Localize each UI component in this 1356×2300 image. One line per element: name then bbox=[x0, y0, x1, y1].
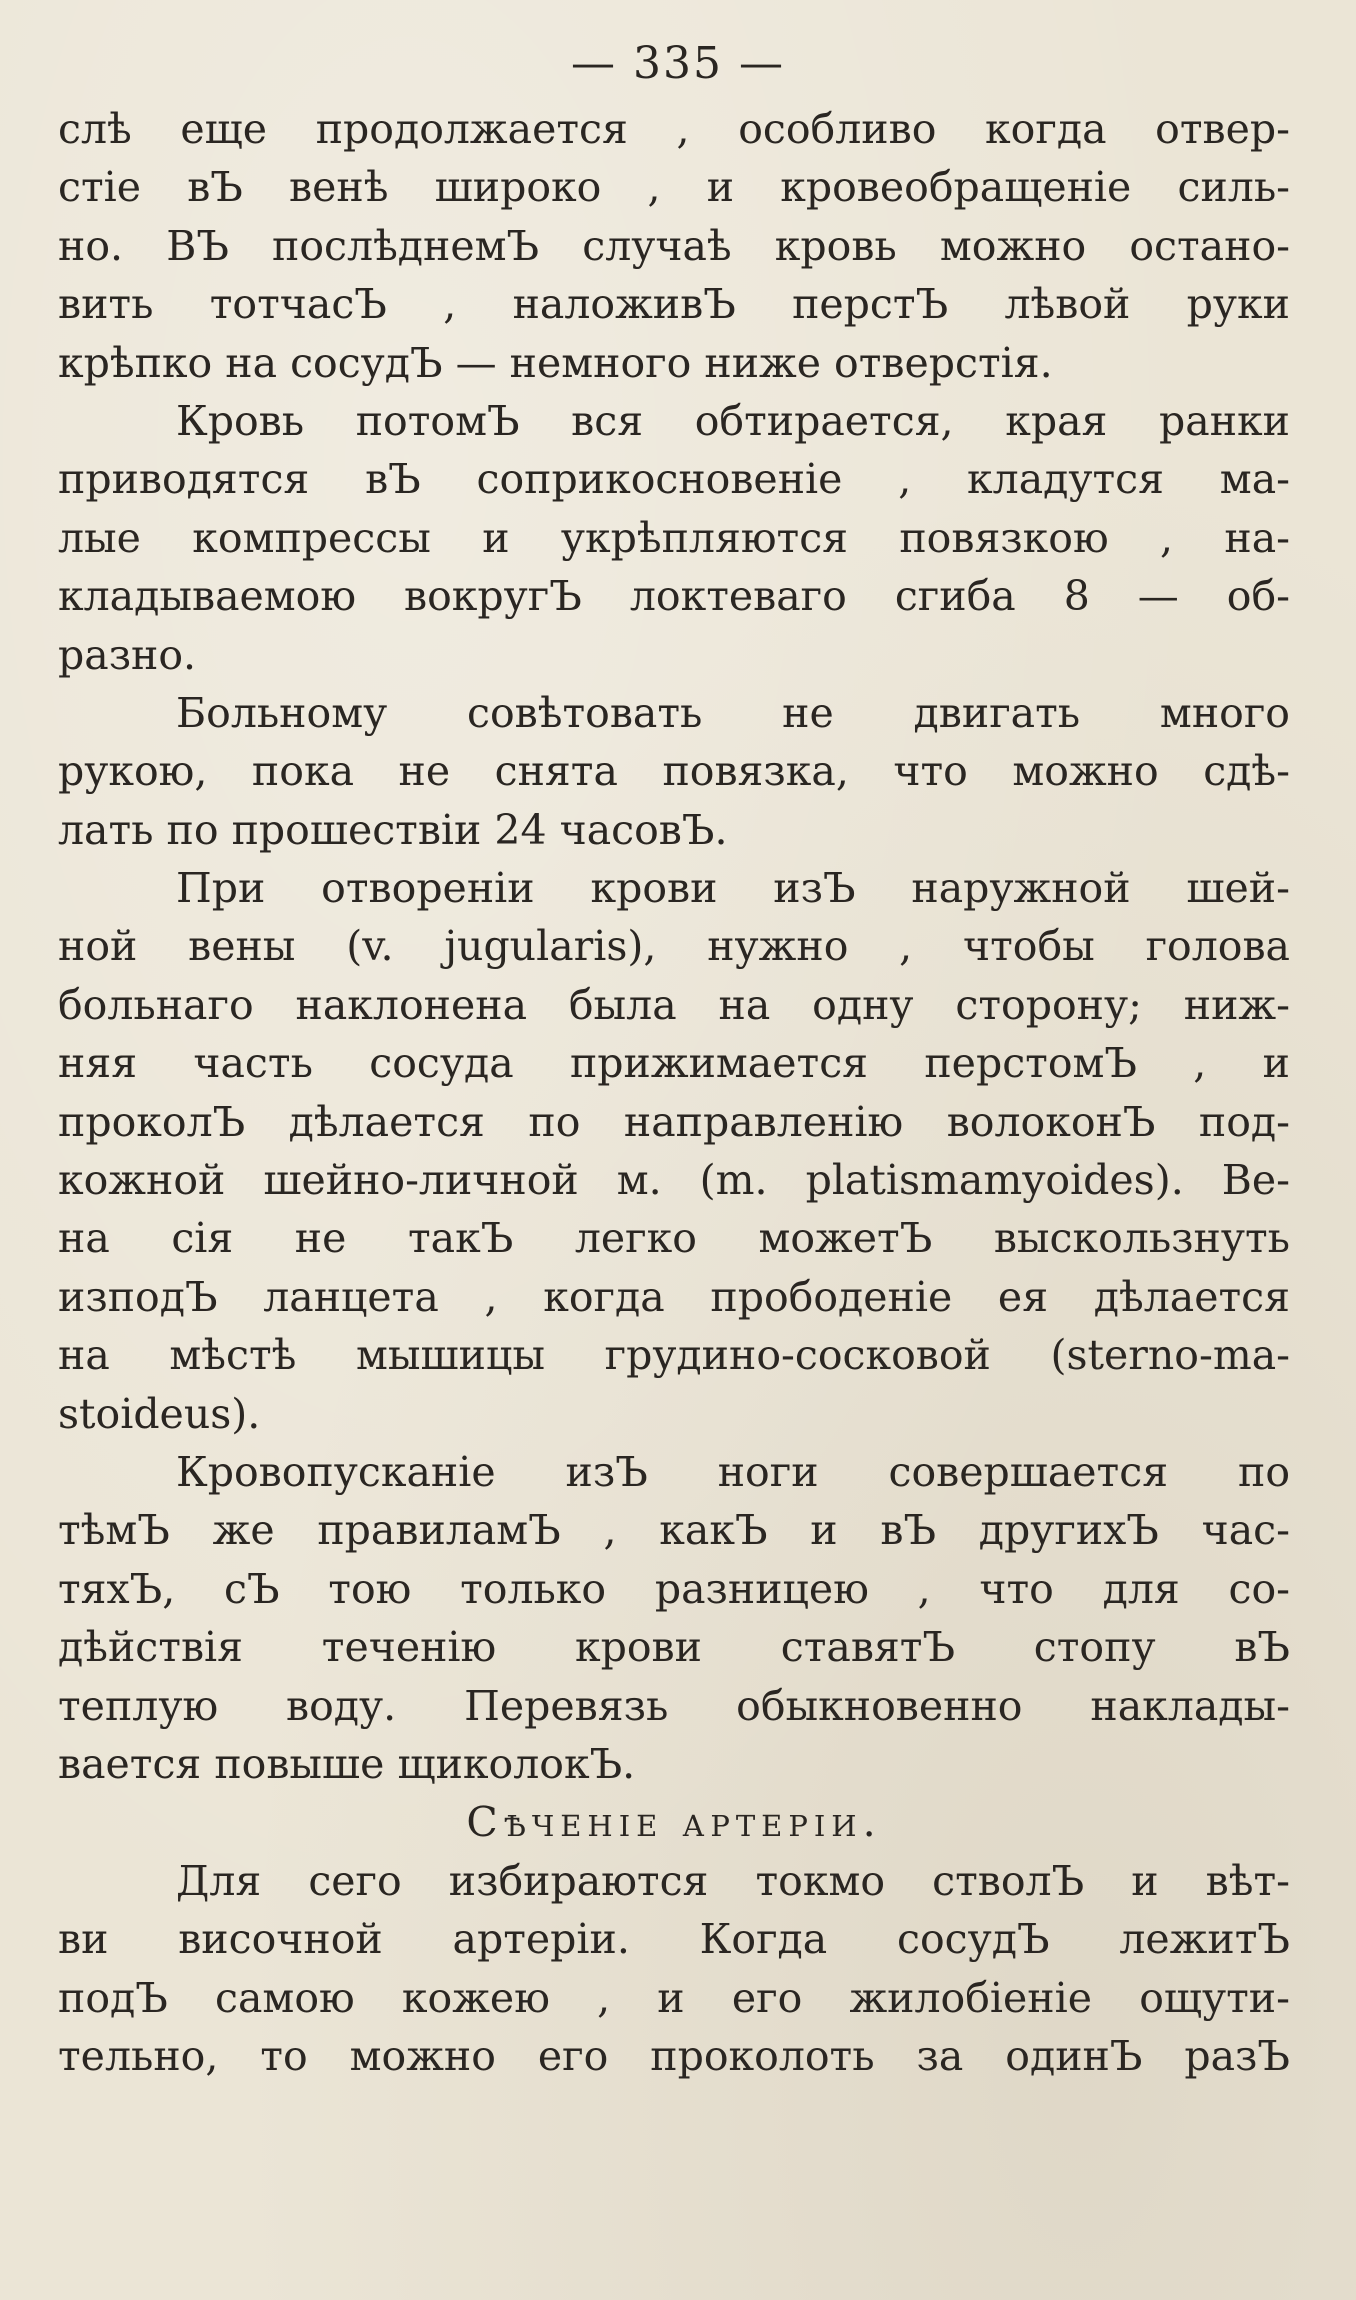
body-text bbox=[58, 100, 1290, 2085]
text-line: кожной шейно-личной м. (m. platismamyoides). Ве- bbox=[58, 1156, 1290, 1205]
text-line: Кровь потомЪ вся обтирается, края ранки bbox=[176, 396, 1290, 445]
text-line: Больному совѣтовать не двигать много bbox=[176, 688, 1290, 737]
text-line: тельно, то можно его проколоть за одинЪ разЪ bbox=[58, 2031, 1290, 2080]
text-line: лать по прошествіи 24 часовЪ. bbox=[58, 805, 728, 854]
text-line: но. ВЪ послѣднемЪ случаѣ кровь можно остано- bbox=[58, 221, 1290, 270]
text-line: на сія не такЪ легко можетЪ выскользнуть bbox=[58, 1214, 1290, 1263]
text-line: крѣпко на сосудЪ — немного ниже отверстія. bbox=[58, 338, 1053, 387]
text-line: стіе вЪ венѣ широко , и кровеобращеніе силь- bbox=[58, 163, 1290, 212]
text-line: вить тотчасЪ , наложивЪ перстЪ лѣвой руки bbox=[58, 280, 1290, 329]
text-line: кладываемою вокругЪ локтеваго сгиба 8 — об- bbox=[58, 572, 1290, 621]
text-line: ной вены (v. jugularis), нужно , чтобы голова bbox=[58, 922, 1290, 971]
text-line: подЪ самою кожею , и его жилобіеніе ощути- bbox=[58, 1973, 1290, 2022]
text-line: тяхЪ, сЪ тою только разницею , что для со- bbox=[58, 1564, 1290, 1613]
text-line: лые компрессы и укрѣпляются повязкою , на- bbox=[58, 513, 1290, 562]
text-line: слѣ еще продолжается , особливо когда отвер- bbox=[58, 105, 1290, 153]
page-number: — 335 — bbox=[571, 38, 785, 89]
text-line: тѣмЪ же правиламЪ , какЪ и вЪ другихЪ час- bbox=[58, 1506, 1290, 1555]
text-line: теплую воду. Перевязь обыкновенно наклады- bbox=[58, 1681, 1290, 1730]
section-heading: Сѣченіе артеріи. bbox=[466, 1798, 882, 1847]
text-line: няя часть сосуда прижимается перстомЪ , и bbox=[58, 1039, 1290, 1088]
text-line: больнаго наклонена была на одну сторону; ниж- bbox=[58, 980, 1290, 1029]
text-line: Для сего избираются токмо стволЪ и вѣт- bbox=[176, 1856, 1290, 1905]
text-line: stoideus). bbox=[58, 1389, 261, 1438]
text-line: проколЪ дѣлается по направленію волоконЪ под- bbox=[58, 1097, 1290, 1146]
text-line: приводятся вЪ соприкосновеніе , кладутся ма- bbox=[58, 455, 1290, 504]
text-line: на мѣстѣ мышицы грудино-сосковой (sterno-ma- bbox=[58, 1331, 1290, 1380]
text-line: рукою, пока не снята повязка, что можно сдѣ- bbox=[58, 747, 1290, 796]
text-line: дѣйствія теченію крови ставятЪ стопу вЪ bbox=[58, 1623, 1290, 1672]
text-line: разно. bbox=[58, 630, 197, 679]
text-line: Кровопусканіе изЪ ноги совершается по bbox=[176, 1447, 1290, 1496]
text-line: вается повыше щиколокЪ. bbox=[58, 1739, 636, 1788]
text-line: ви височной артеріи. Когда сосудЪ лежитЪ bbox=[58, 1915, 1290, 1964]
text-line: При отвореніи крови изЪ наружной шей- bbox=[176, 864, 1290, 913]
text-line: изподЪ ланцета , когда прободеніе ея дѣлается bbox=[58, 1272, 1290, 1321]
